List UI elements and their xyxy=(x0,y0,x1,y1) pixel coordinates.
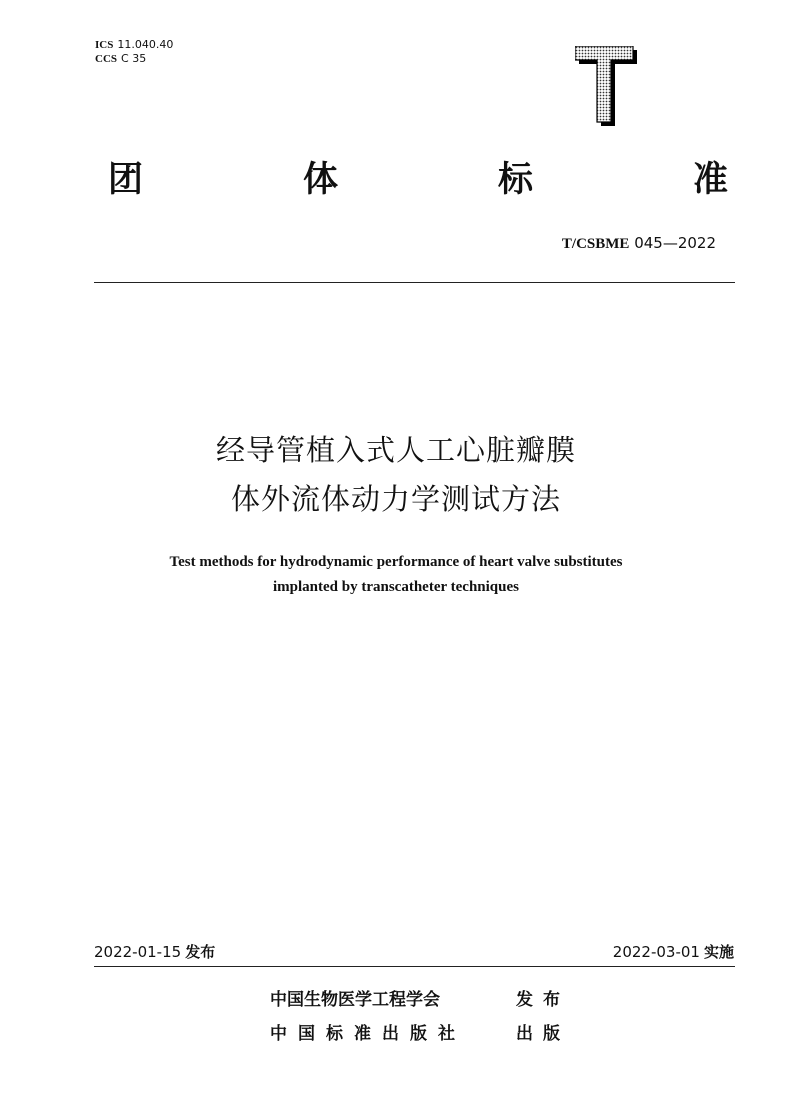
title-cn-line-1: 经导管植入式人工心脏瓣膜 xyxy=(215,433,576,467)
ics-label: ICS xyxy=(95,39,114,51)
standard-number-value: 045—2022 xyxy=(634,234,716,252)
title-cn-line-2: 体外流体动力学测试方法 xyxy=(230,482,561,516)
ccs-code xyxy=(95,52,173,66)
issuer-row xyxy=(270,988,570,1012)
standard-type-char: 体 xyxy=(302,160,338,200)
implementation-date-row xyxy=(613,942,734,962)
bottom-divider xyxy=(94,966,735,967)
implementation-date-label: 实施 xyxy=(703,943,734,961)
title-en-line-2: implanted by transcatheter techniques xyxy=(273,579,519,595)
press-name: 中国标准出版社 xyxy=(270,1024,466,1044)
implementation-date: 2022-03-01 xyxy=(612,943,700,961)
standard-type-char: 团 xyxy=(108,160,144,200)
top-divider xyxy=(94,282,735,283)
issuer-name: 中国生物医学工程学会 xyxy=(270,990,440,1010)
issue-date-row xyxy=(94,942,215,962)
ccs-value: C 35 xyxy=(121,52,147,65)
standard-number xyxy=(562,233,716,254)
title-en-line-1: Test methods for hydrodynamic performance of heart valve substitutes xyxy=(169,554,623,570)
standard-type-heading xyxy=(108,158,728,202)
standard-type-char: 标 xyxy=(497,160,533,200)
issue-date: 2022-01-15 xyxy=(94,943,182,961)
issuer-role: 发布 xyxy=(516,990,570,1010)
issue-date-label: 发布 xyxy=(185,943,216,961)
standard-type-char: 准 xyxy=(692,160,728,200)
standard-number-prefix: T/CSBME xyxy=(561,236,630,252)
ics-code xyxy=(95,38,173,52)
press-row xyxy=(270,1022,570,1046)
press-role: 出版 xyxy=(516,1024,570,1044)
ics-value: 11.040.40 xyxy=(117,38,174,51)
t-logo-icon xyxy=(575,46,637,126)
classification-codes xyxy=(95,38,173,66)
ccs-label: CCS xyxy=(95,53,118,65)
